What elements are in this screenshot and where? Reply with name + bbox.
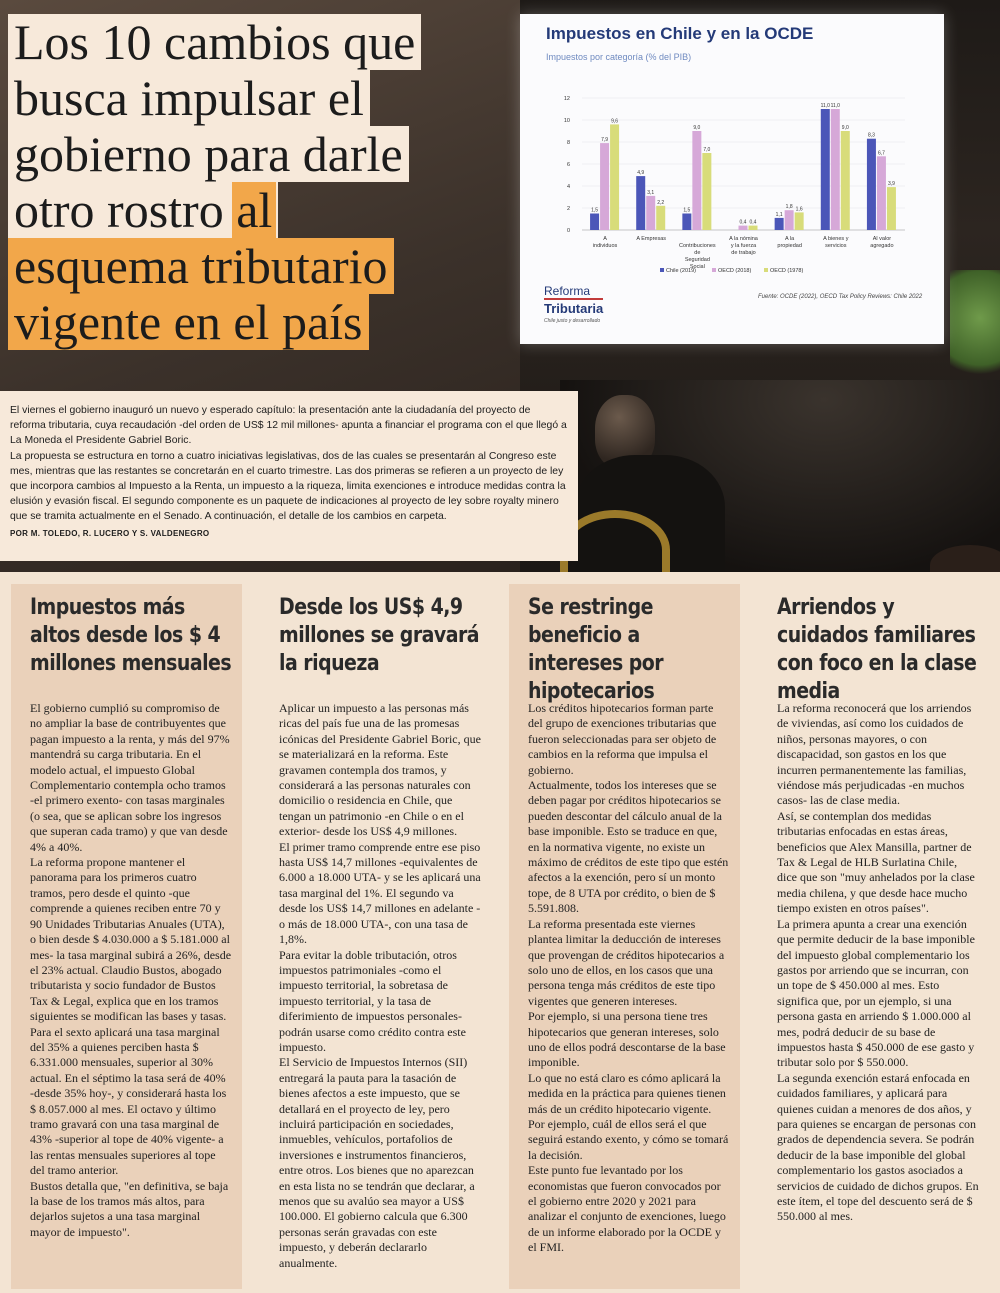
headline-line5: esquema tributario	[8, 238, 394, 294]
data-label: 8,3	[867, 132, 875, 139]
column-paragraph: El Servicio de Impuestos Internos (SII) entregará la pauta para la tasación de bienes afectos a este impuesto, que se detallará en el proyecto de ley, pero incluirá participación en sociedades, inmuebles, vehículos, portafolios de inversiones e instrumentos financieros, entre otros. Los bienes que no aparezcan en esta lista no se tendrán que declarar, a menos que su avalúo sea mayor a US$ 100.000. El gobierno calcula que 6.300 personas serán gravadas con este impuesto, y deberán declararlo anualmente.	[279, 1055, 475, 1270]
column-body	[279, 701, 481, 1271]
x-tick-label: agregado	[870, 243, 894, 249]
data-label: 11,0	[830, 103, 840, 109]
column-title: Se restringe beneficio a intereses por hipotecarios	[528, 595, 664, 704]
data-label: 3,9	[887, 181, 895, 188]
x-tick-label: A	[603, 236, 607, 242]
bar	[682, 214, 691, 231]
legend-swatch	[660, 268, 664, 272]
legend-label: OECD (2018)	[718, 268, 752, 274]
y-tick-label: 2	[566, 206, 570, 212]
y-tick-label: 0	[566, 228, 570, 234]
data-label: 0,4	[749, 219, 757, 226]
x-tick-label: A bienes y	[823, 236, 849, 242]
column-title: Arriendos y cuidados familiares con foco en la clase media	[777, 595, 977, 704]
x-tick-label: Contribuciones	[679, 243, 716, 249]
x-tick-label: A la	[785, 236, 795, 242]
data-label: 9,0	[841, 125, 849, 131]
headline-line3: gobierno para darle	[8, 126, 409, 182]
data-label: 1,5	[683, 207, 691, 214]
bar	[775, 218, 784, 230]
bar	[841, 131, 850, 230]
data-label: 1,6	[795, 206, 803, 213]
y-tick-label: 10	[563, 118, 570, 124]
column-paragraph: Aplicar un impuesto a las personas más ricas del país fue una de las promesas icónicas del Presidente Gabriel Boric, que se materializará en la reforma. Este gravamen contempla dos tramos, y considerará a las personas naturales con domicilio o residencia en Chile, que tengan un patrimonio -en Chile o en el exterior- desde los US$ 4,9 millones.	[279, 701, 481, 839]
data-label: 7,0	[703, 147, 711, 153]
bar	[795, 212, 804, 230]
y-tick-label: 4	[566, 184, 570, 190]
x-tick-label: individuos	[592, 243, 618, 249]
legend-swatch	[712, 268, 716, 272]
column-arriendos	[758, 584, 989, 1289]
logo-tagline: Chile justo y desarrollado	[544, 318, 601, 324]
headline-line4-plain: otro rostro	[14, 182, 224, 238]
legend-label: OECD (1978)	[770, 268, 804, 274]
column-title: Desde los US$ 4,9 millones se gravará la riqueza	[279, 595, 480, 676]
headline-line4	[8, 182, 278, 238]
column-body	[30, 701, 232, 1240]
x-tick-label: A Empresas	[636, 236, 667, 242]
bar	[656, 206, 665, 230]
column-impuestos-altos	[11, 584, 242, 1289]
column-paragraph: Lo que no está claro es cómo aplicará la medida en la práctica para quienes tienen más de un crédito hipotecario vigente. Por ejemplo, cuál de ellos será el que seguirá estando exento, y cómo se tomará la decisión.	[528, 1070, 729, 1162]
legend-label: Chile (2019)	[666, 268, 696, 274]
data-label: 0,4	[739, 219, 747, 226]
slide-source: Fuente: OCDE (2022), OECD Tax Policy Reviews: Chile 2022	[758, 294, 923, 300]
bar	[692, 131, 701, 230]
bar	[702, 153, 711, 230]
x-tick-label: servicios	[825, 243, 847, 249]
data-label: 9,0	[693, 125, 701, 131]
headline-line2: busca impulsar el	[8, 70, 370, 126]
slide-subtitle: Impuestos por categoría (% del PIB)	[546, 52, 692, 62]
bar	[785, 210, 794, 230]
bar	[636, 176, 645, 230]
bar	[600, 143, 609, 230]
legend-swatch	[764, 268, 768, 272]
bar	[877, 156, 886, 230]
column-paragraph: Actualmente, todos los intereses que se deben pagar por créditos hipotecarios se pueden descontar del cálculo anual de la base imponible. Esto se traduce en que, en la normativa vigente, no existe un máximo de créditos de este tipo que estén afectos a la exención, pero sí un monto tope, de 8 UTA por crédito, o bien de $ 5.591.808.	[528, 778, 729, 916]
column-paragraph: Así, se contemplan dos medidas tributarias enfocadas en estas áreas, beneficios que Alex Mansilla, partner de Tax & Legal de HLB Surlatina Chile, dice que son "muy anhelados por la clase media chilena, y que desde hace mucho tiempo existen en otros países".	[777, 808, 975, 916]
column-riqueza	[260, 584, 491, 1289]
column-paragraph: Por ejemplo, si una persona tiene tres hipotecarios que generan intereses, solo uno de ellos podrá descontarse de la base imponible.	[528, 1009, 726, 1070]
column-paragraph: Para el sexto aplicará una tasa marginal del 35% a quienes perciben hasta $ 6.331.000 mensuales, superior al 30% actual. En el séptimo la tasa será de 40% -desde 35% hoy-, y considerará hasta los $ 8.057.000 al mes. El octavo y último tramo gravará con una tasa marginal de 43% -superior al tope de 40% vigente- a las rentas mensuales superiores al tope del tramo anterior.	[30, 1024, 227, 1178]
data-label: 7,9	[601, 137, 609, 144]
y-tick-label: 8	[566, 140, 570, 146]
data-label: 1,8	[785, 204, 793, 211]
reforma-logo	[544, 284, 603, 324]
bar	[867, 139, 876, 230]
headline-line6: vigente en el país	[8, 294, 369, 350]
byline: POR M. TOLEDO, R. LUCERO Y S. VALDENEGRO	[10, 528, 210, 538]
x-tick-label: de	[694, 250, 701, 256]
column-paragraph: La segunda exención estará enfocada en cuidados familiares, y aplicará para quienes cuidan a menores de dos años, y para quienes se encargan de personas con grados de dependencia severa. Se podrán deducir de la base imponible del global complementario los gastos asociados a servicios de cuidado de dichos grupos. En este ítem, el tope del descuento será de $ 550.000 al mes.	[777, 1070, 979, 1224]
photo-plant	[950, 270, 1000, 390]
bar	[590, 214, 599, 231]
column-paragraph: Los créditos hipotecarios forman parte del grupo de exenciones tributarias que fueron seleccionadas para ser objeto de cambios en la reforma que impulsa el gobierno.	[528, 701, 717, 777]
y-tick-label: 6	[566, 162, 570, 168]
column-paragraph: Bustos detalla que, "en definitiva, se baja la base de los tramos más altos, para dejarlos sujetos a una tasa marginal mayor de impuesto".	[30, 1178, 229, 1239]
column-paragraph: Para evitar la doble tributación, otros impuestos patrimoniales -como el impuesto territorial, la sobretasa de impuesto territorial, y la tasa de diferimiento de impuestos personales- podrán usarse como crédito contra este impuesto.	[279, 947, 466, 1054]
intro-paragraph-2: La propuesta se estructura en torno a cuatro iniciativas legislativas, dos de las cuales se presentarán al Congreso este mes, mientras que las restantes se concretarán en el cuarto trimestre. Las dos primeras se refieren a un proyecto de ley que incorpora cambios al Impuesto a la Renta, un impuesto a la riqueza, limita exenciones e introduce medidas contra la elusión y evasión fiscal. El segundo componente es un paquete de indicaciones al proyecto de ley sobre royalty minero que se tramita actualmente en el Senado. A continuación, el detalle de los cambios en carpeta.	[10, 450, 566, 523]
bar	[739, 226, 748, 230]
column-hipotecarios	[509, 584, 740, 1289]
column-paragraph: El gobierno cumplió su compromiso de no ampliar la base de contribuyentes que pagan impuesto a la renta, y más del 97% mantendrá su carga tributaria. En el modelo actual, el impuesto Global Complementario contempla ocho tramos -el primero exento- con tasas marginales (o sea, que se aplican sobre los ingresos que superan cada tramo) y que van desde 4% a 40%.	[30, 701, 230, 854]
bar	[887, 187, 896, 230]
x-tick-label: Social	[689, 264, 705, 270]
x-tick-label: Seguridad	[684, 257, 710, 263]
slide-title: Impuestos en Chile y en la OCDE	[546, 24, 814, 43]
y-tick-label: 12	[563, 96, 570, 102]
bar	[610, 124, 619, 230]
data-label: 9,6	[611, 118, 619, 125]
x-tick-label: de trabajo	[731, 250, 756, 256]
column-paragraph: La reforma reconocerá que los arriendos de viviendas, así como los cuidados de niños, personas mayores, o con discapacidad, son gastos en los que incurren permanentemente las familias, viéndose más perjudicadas -en muchos casos- las de clase media.	[777, 701, 972, 808]
projected-slide	[520, 14, 944, 344]
x-tick-label: y la fuerza	[730, 243, 757, 249]
x-tick-label: A la nómina	[729, 236, 758, 242]
column-paragraph: Este punto fue levantado por los economistas que fueron convocados por el gobierno entre 2020 y 2021 para analizar el conjunto de exenciones, luego de un informe elaborado por la OCDE y el FMI.	[528, 1163, 726, 1255]
bar	[831, 109, 840, 230]
data-label: 1,1	[775, 211, 783, 218]
x-tick-label: Al valor	[872, 236, 892, 242]
data-label: 2,2	[657, 199, 665, 206]
column-body	[528, 701, 730, 1256]
data-label: 6,7	[877, 150, 885, 157]
column-paragraph: El primer tramo comprende entre ese piso hasta US$ 14,7 millones -equivalentes de 6.000 a 18.000 UTA- y se les aplicará una tasa marginal del 1%. El segundo va desde los US$ 14,7 millones en adelante -o más de 18.000 UTA-, con una tasa de 1,8%.	[279, 839, 481, 947]
column-title: Impuestos más altos desde los $ 4 millones mensuales	[30, 595, 232, 676]
data-label: 3,1	[647, 189, 655, 196]
bar	[646, 196, 655, 230]
headline-line1: Los 10 cambios que	[8, 14, 421, 70]
data-label: 4,9	[637, 170, 645, 177]
data-label: 11,0	[820, 103, 830, 109]
column-body	[777, 701, 979, 1225]
intro-paragraph-1: El viernes el gobierno inauguró un nuevo y esperado capítulo: la presentación ante la ciudadanía del proyecto de reforma tributaria, cuya recaudación -del orden de US$ 12 mil millones- apunta a financiar el programa con el que llegó a La Moneda el Presidente Gabriel Boric.	[10, 405, 567, 447]
data-label: 1,5	[591, 207, 599, 214]
bar	[749, 226, 758, 230]
logo-line1: Reforma	[544, 284, 591, 298]
column-paragraph: La primera apunta a crear una exención que permite deducir de la base imponible del impuesto global complementario los gastos por arriendo que se incurran, con un tope de $ 450.000 al mes. Esto significa que, por un ejemplo, si una persona gasta en arriendo $ 1.000.000 al mes, podrá deducir de su base de impuestos hasta $ 450.000 de ese gasto y tributar solo por $ 550.000.	[777, 916, 975, 1070]
bar	[821, 109, 830, 230]
logo-line2: Tributaria	[544, 298, 603, 316]
intro-box	[0, 391, 578, 561]
column-paragraph: La reforma propone mantener el panorama para los primeros cuatro tramos, pero desde el quinto -que comprende a quienes reciben entre 70 y 90 Unidades Tributarias Anuales (UTA), o bien desde $ 4.030.000 a $ 5.181.000 al mes- la tasa marginal subirá a 26%, desde el 23% actual. Claudio Bustos, abogado tributarista y socio fundador de Bustos Tax & Legal, explica que en los tramos siguientes se modifican las bases y tasas.	[30, 855, 232, 1024]
headline-line4-highlight: al	[232, 182, 276, 238]
x-tick-label: propiedad	[777, 243, 802, 249]
column-paragraph: La reforma presentada este viernes plantea limitar la deducción de intereses que provengan de créditos hipotecarios a solo uno de ellos, en los casos que una persona tenga más créditos de este tipo vigentes que generen intereses.	[528, 916, 725, 1008]
headline	[8, 14, 478, 350]
